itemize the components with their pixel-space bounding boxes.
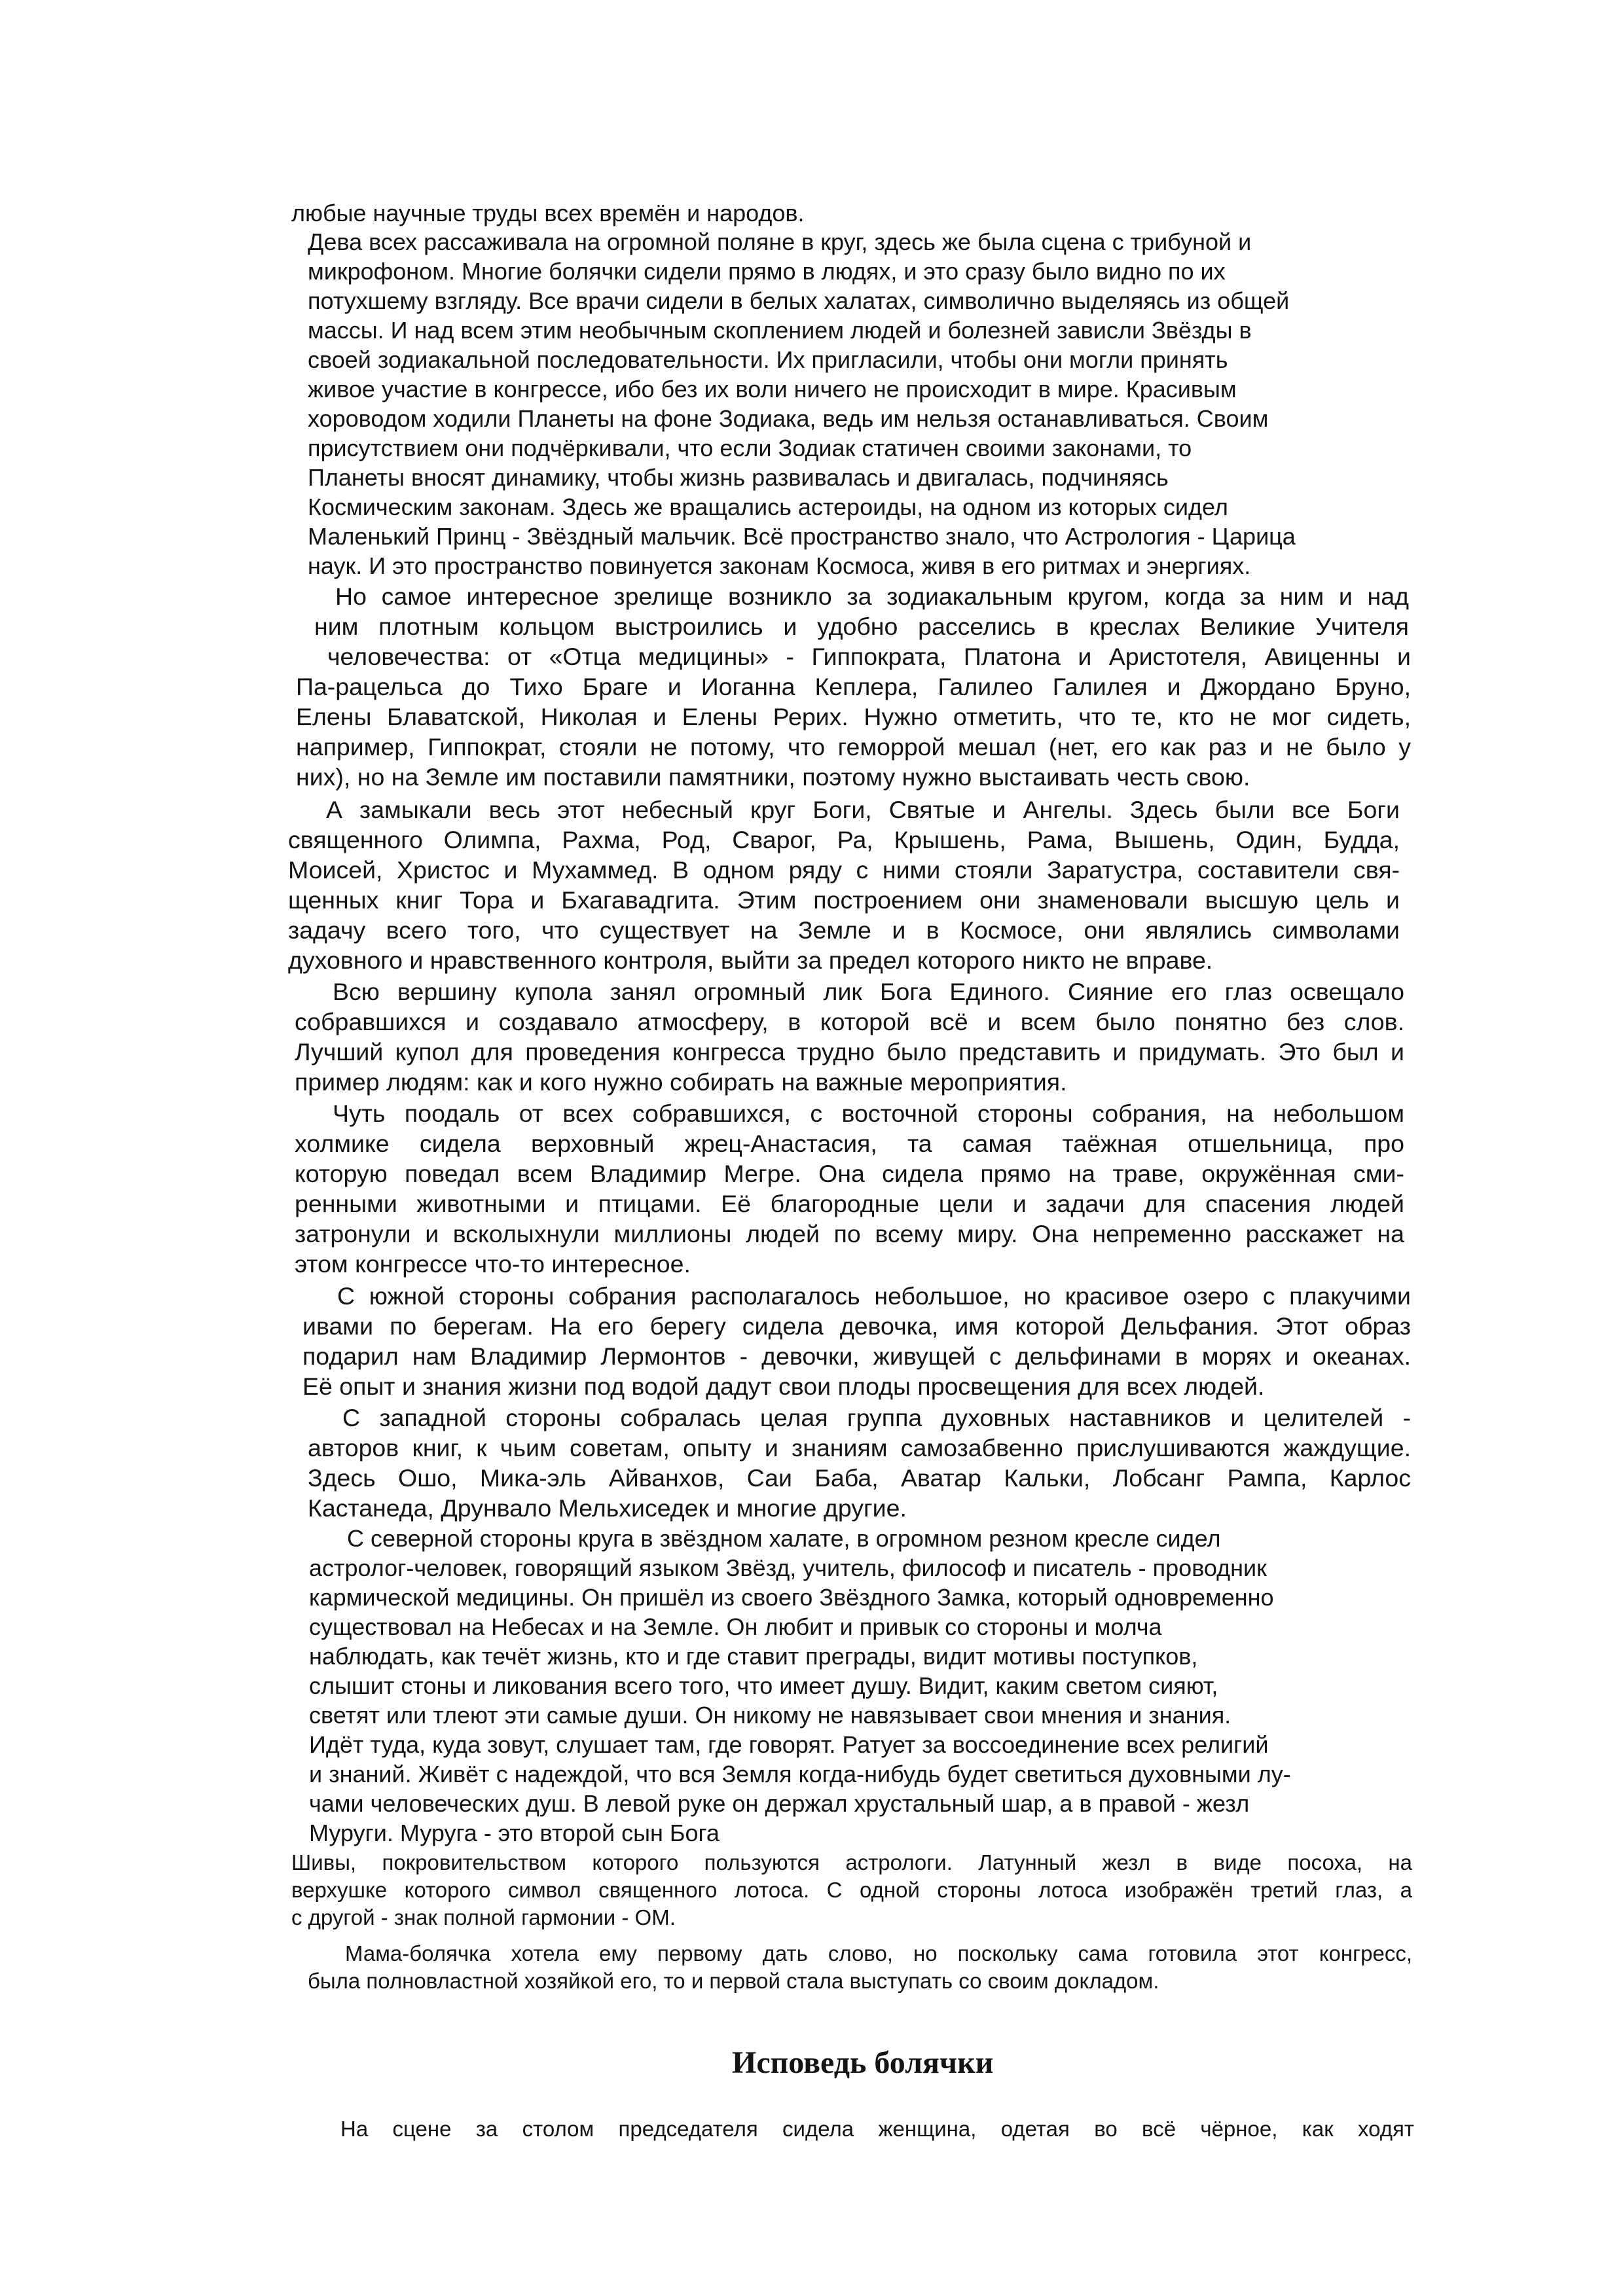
text-line: них), но на Земле им поставили памятники, поэтому нужно выстаивать честь свою.: [296, 763, 1250, 791]
text-line: верхушке которого символ священного лотоса. С одной стороны лотоса изображён третий глаз, а: [291, 1878, 1412, 1902]
text-line: С западной стороны собралась целая группа духовных наставников и целителей -: [342, 1404, 1411, 1431]
text-line: холмике сидела верховный жрец-Анастасия, та самая таёжная отшельница, про: [295, 1130, 1404, 1157]
text-line: кармической медицины. Он пришёл из своего Звёздного Замка, который одновременно: [309, 1584, 1274, 1611]
text-line: человечества: от «Отца медицины» - Гиппократа, Платона и Аристотеля, Авиценны и: [327, 643, 1411, 670]
text-line: хороводом ходили Планеты на фоне Зодиака, ведь им нельзя останавливаться. Своим: [308, 405, 1269, 432]
text-line: Её опыт и знания жизни под водой дадут свои плоды просвещения для всех людей.: [302, 1372, 1265, 1400]
intro-line: любые научные труды всех времён и народов.: [291, 200, 805, 226]
text-line: ренными животными и птицами. Её благородные цели и задачи для спасения людей: [295, 1190, 1404, 1217]
text-line: С северной стороны круга в звёздном халате, в огромном резном кресле сидел: [347, 1525, 1221, 1552]
text-line: собравшихся и создавало атмосферу, в которой всё и всем было понятно без слов.: [295, 1008, 1404, 1035]
text-line: Чуть поодаль от всех собравшихся, с восточной стороны собрания, на небольшом: [333, 1100, 1404, 1127]
text-line: астролог-человек, говорящий языком Звёзд, учитель, философ и писатель - проводник: [309, 1554, 1267, 1581]
text-line: и знаний. Живёт с надеждой, что вся Земля когда-нибудь будет светиться духовными лу-: [309, 1761, 1291, 1787]
text-line: чами человеческих душ. В левой руке он держал хрустальный шар, а в правой - жезл: [309, 1790, 1250, 1817]
text-line: микрофоном. Многие болячки сидели прямо в людях, и это сразу было видно по их: [308, 258, 1226, 285]
text-line: потухшему взгляду. Все врачи сидели в белых халатах, символично выделяясь из общей: [308, 287, 1290, 314]
text-line: Идёт туда, куда зовут, слушает там, где говорят. Ратует за воссоединение всех религий: [309, 1731, 1269, 1758]
text-line: подарил нам Владимир Лермонтов - девочки, живущей с дельфинами в морях и океанах.: [302, 1342, 1411, 1370]
text-line: С южной стороны собрания располагалось небольшое, но красивое озеро с плакучими: [337, 1282, 1411, 1310]
text-line: своей зодиакальной последовательности. Их пригласили, чтобы они могли принять: [308, 346, 1228, 373]
chapter-first-line: На сцене за столом председателя сидела женщина, одетая во всё чёрное, как ходят: [340, 2117, 1414, 2141]
text-line: наблюдать, как течёт жизнь, кто и где ставит преграды, видит мотивы поступков,: [309, 1643, 1198, 1670]
text-line: Мама-болячка хотела ему первому дать слово, но поскольку сама готовила этот конгресс,: [345, 1941, 1412, 1965]
text-line: авторов книг, к чьим советам, опыту и знаниям самозабвенно прислушиваются жаждущие.: [308, 1434, 1411, 1462]
text-line: щенных книг Тора и Бхагавадгита. Этим построением они знаменовали высшую цель и: [288, 886, 1400, 914]
text-line: с другой - знак полной гармонии - ОМ.: [291, 1905, 676, 1929]
text-line: Космическим законам. Здесь же вращались астероиды, на одном из которых сидел: [308, 493, 1228, 520]
text-line: духовного и нравственного контроля, выйти за предел которого никто не вправе.: [288, 946, 1213, 974]
text-line: ивами по берегам. На его берегу сидела девочка, имя которой Дельфания. Этот образ: [302, 1312, 1411, 1340]
text-line: была полновластной хозяйкой его, то и первой стала выступать со своим докладом.: [308, 1969, 1159, 1993]
text-line: Здесь Ошо, Мика-эль Айванхов, Саи Баба, Аватар Кальки, Лобсанг Рампа, Карлос: [308, 1464, 1411, 1492]
text-line: массы. И над всем этим необычным скоплением людей и болезней зависли Звёзды в: [308, 317, 1252, 344]
text-line: этом конгрессе что-то интересное.: [295, 1250, 691, 1278]
text-line: задачу всего того, что существует на Земле и в Космосе, они являлись символами: [288, 916, 1400, 944]
text-line: Лучший купол для проведения конгресса трудно было представить и придумать. Это был и: [295, 1038, 1404, 1066]
text-line: Всю вершину купола занял огромный лик Бога Единого. Сияние его глаз освещало: [333, 978, 1404, 1005]
text-line: Па-рацельса до Тихо Браге и Иоганна Кеплера, Галилео Галилея и Джордано Бруно,: [296, 673, 1411, 700]
text-line: присутствием они подчёркивали, что если Зодиак статичен своими законами, то: [308, 435, 1192, 461]
text-line: Но самое интересное зрелище возникло за зодиакальным кругом, когда за ним и над: [335, 583, 1409, 610]
text-line: слышит стоны и ликования всего того, что имеет душу. Видит, каким светом сияют,: [309, 1672, 1218, 1699]
text-line: существовал на Небесах и на Земле. Он любит и привык со стороны и молча: [309, 1613, 1162, 1640]
text-line: затронули и всколыхнули миллионы людей по всему миру. Она непременно расскажет на: [295, 1220, 1404, 1247]
text-line: светят или тлеют эти самые души. Он никому не навязывает свои мнения и знания.: [309, 1702, 1231, 1729]
chapter-title: Исповедь болячки: [732, 2045, 994, 2080]
text-line: Елены Блаватской, Николая и Елены Рерих. Нужно отметить, что те, кто не мог сидеть,: [296, 703, 1411, 730]
text-line: пример людям: как и кого нужно собирать на важные мероприятия.: [295, 1068, 1067, 1096]
text-line: Муруги. Муруга - это второй сын Бога: [309, 1820, 720, 1846]
text-line: А замыкали весь этот небесный круг Боги, Святые и Ангелы. Здесь были все Боги: [326, 796, 1400, 823]
text-line: Кастанеда, Друнвало Мельхиседек и многие другие.: [308, 1494, 907, 1522]
text-line: Маленький Принц - Звёздный мальчик. Всё пространство знало, что Астрология - Царица: [308, 523, 1296, 550]
text-line: например, Гиппократ, стояли не потому, что геморрой мешал (нет, его как раз и не было у: [296, 733, 1411, 761]
text-line: наук. И это пространство повинуется законам Космоса, живя в его ритмах и энергиях.: [308, 552, 1251, 579]
text-line: Шивы, покровительством которого пользуются астрологи. Латунный жезл в виде посоха, на: [291, 1850, 1412, 1874]
text-line: которую поведал всем Владимир Мегре. Она сидела прямо на траве, окружённая сми-: [295, 1160, 1404, 1187]
text-line: священного Олимпа, Рахма, Род, Сварог, Ра, Крышень, Рама, Вышень, Один, Будда,: [288, 826, 1400, 853]
text-line: живое участие в конгрессе, ибо без их воли ничего не происходит в мире. Красивым: [308, 376, 1237, 403]
text-line: ним плотным кольцом выстроились и удобно расселись в креслах Великие Учителя: [314, 613, 1409, 640]
text-line: Моисей, Христос и Мухаммед. В одном ряду с ними стояли Заратустра, составители свя-: [288, 856, 1400, 884]
text-line: Планеты вносят динамику, чтобы жизнь развивалась и двигалась, подчиняясь: [308, 464, 1169, 491]
text-line: Дева всех рассаживала на огромной поляне в круг, здесь же была сцена с трибуной и: [308, 228, 1252, 255]
